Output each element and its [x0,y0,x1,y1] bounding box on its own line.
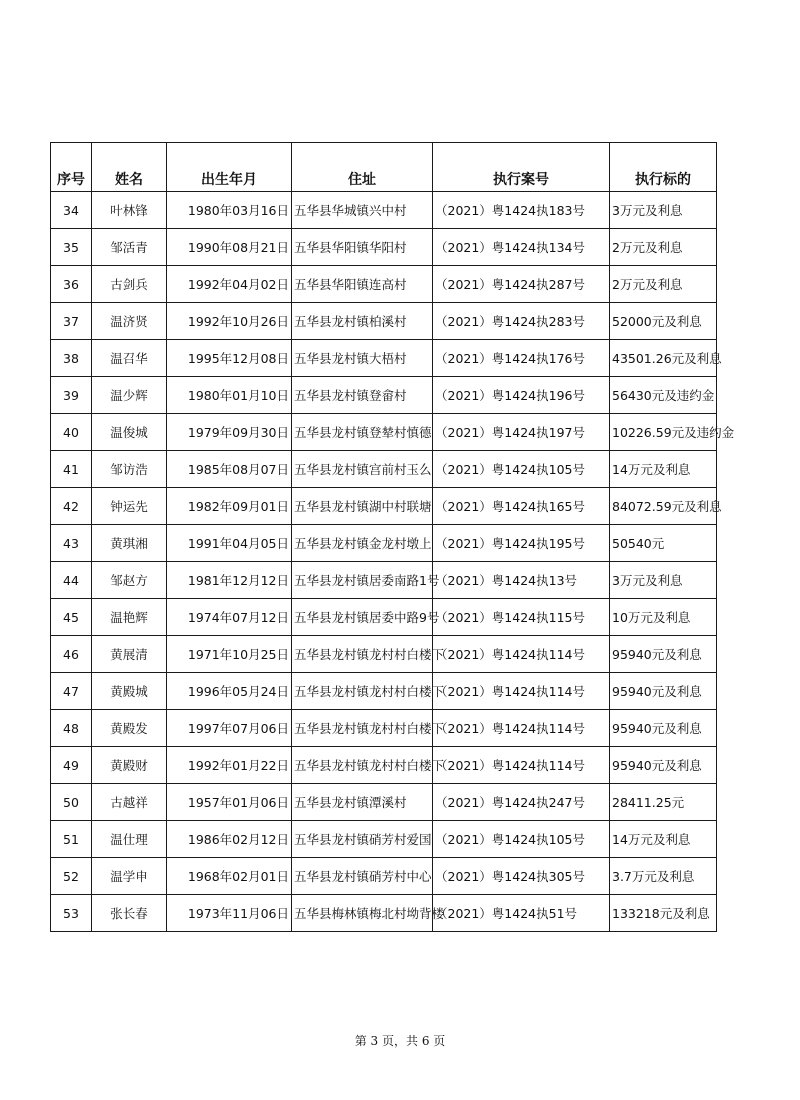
table-row [51,377,717,414]
cell-name: 温济贤 [92,303,167,340]
cell-case-no: （2021）粤1424执114号 [433,636,610,673]
cell-name: 邹访浩 [92,451,167,488]
cell-name: 温学申 [92,858,167,895]
cell-no: 40 [51,414,92,451]
table-row [51,266,717,303]
cell-target: 84072.59元及利息 [610,488,717,525]
cell-case-no: （2021）粤1424执176号 [433,340,610,377]
cell-target: 3.7万元及利息 [610,858,717,895]
table-header-row [51,143,717,192]
cell-no: 41 [51,451,92,488]
cell-address: 五华县龙村镇潭溪村 [292,784,433,821]
cell-address: 五华县龙村镇硝芳村中心 [292,858,433,895]
cell-no: 44 [51,562,92,599]
cell-case-no: （2021）粤1424执305号 [433,858,610,895]
cell-name: 温召华 [92,340,167,377]
cell-dob: 1986年02月12日 [167,821,292,858]
page-footer: 第 3 页，共 6 页 [354,1034,446,1048]
cell-case-no: （2021）粤1424执115号 [433,599,610,636]
cell-address: 五华县龙村镇龙村村白楼下 [292,673,433,710]
cell-target: 133218元及利息 [610,895,717,932]
table-body [51,192,735,932]
cell-case-no: （2021）粤1424执114号 [433,747,610,784]
cell-address: 五华县龙村镇龙村村白楼下 [292,636,433,673]
cell-target: 10万元及利息 [610,599,717,636]
cell-case-no: （2021）粤1424执195号 [433,525,610,562]
cell-case-no: （2021）粤1424执196号 [433,377,610,414]
cell-address: 五华县龙村镇登畲村 [292,377,433,414]
cell-target: 14万元及利息 [610,821,717,858]
cell-no: 38 [51,340,92,377]
cell-address: 五华县龙村镇大梧村 [292,340,433,377]
cell-dob: 1992年04月02日 [167,266,292,303]
cell-target: 43501.26元及利息 [610,340,717,377]
cell-case-no: （2021）粤1424执183号 [433,192,610,229]
cell-no: 46 [51,636,92,673]
cell-no: 51 [51,821,92,858]
table-row [51,821,717,858]
cell-address: 五华县龙村镇龙村村白楼下 [292,747,433,784]
cell-no: 52 [51,858,92,895]
table-row [51,192,717,229]
header-name: 姓名 [92,143,167,192]
cell-dob: 1973年11月06日 [167,895,292,932]
cell-name: 黄展清 [92,636,167,673]
cell-dob: 1995年12月08日 [167,340,292,377]
table-row [51,451,717,488]
cell-dob: 1992年01月22日 [167,747,292,784]
cell-no: 49 [51,747,92,784]
cell-target: 56430元及违约金 [610,377,717,414]
cell-name: 黄殿财 [92,747,167,784]
cell-no: 50 [51,784,92,821]
cell-target: 95940元及利息 [610,747,717,784]
cell-address: 五华县华阳镇华阳村 [292,229,433,266]
table-row [51,414,717,451]
cell-name: 温仕理 [92,821,167,858]
cell-dob: 1980年03月16日 [167,192,292,229]
cell-case-no: （2021）粤1424执283号 [433,303,610,340]
table-row [51,303,717,340]
cell-target: 3万元及利息 [610,192,717,229]
cell-address: 五华县龙村镇湖中村联塘 [292,488,433,525]
cell-address: 五华县龙村镇硝芳村爱国 [292,821,433,858]
cell-no: 36 [51,266,92,303]
cell-dob: 1997年07月06日 [167,710,292,747]
cell-target: 2万元及利息 [610,266,717,303]
cell-no: 39 [51,377,92,414]
header-target: 执行标的 [610,143,717,192]
cell-name: 张长春 [92,895,167,932]
cell-no: 35 [51,229,92,266]
cell-name: 黄殿发 [92,710,167,747]
cell-target: 95940元及利息 [610,636,717,673]
cell-target: 2万元及利息 [610,229,717,266]
cell-case-no: （2021）粤1424执287号 [433,266,610,303]
cell-target: 50540元 [610,525,717,562]
table-row [51,784,717,821]
cell-address: 五华县龙村镇金龙村墩上 [292,525,433,562]
cell-dob: 1979年09月30日 [167,414,292,451]
cell-dob: 1982年09月01日 [167,488,292,525]
cell-case-no: （2021）粤1424执134号 [433,229,610,266]
cell-dob: 1981年12月12日 [167,562,292,599]
cell-address: 五华县华城镇兴中村 [292,192,433,229]
cell-name: 黄琪湘 [92,525,167,562]
cell-no: 42 [51,488,92,525]
cell-name: 温少辉 [92,377,167,414]
cell-target: 52000元及利息 [610,303,717,340]
cell-address: 五华县龙村镇居委南路1号 [292,562,433,599]
cell-name: 古越祥 [92,784,167,821]
header-no: 序号 [51,143,92,192]
enforcement-table [50,142,735,932]
cell-dob: 1971年10月25日 [167,636,292,673]
cell-dob: 1992年10月26日 [167,303,292,340]
cell-dob: 1990年08月21日 [167,229,292,266]
cell-target: 28411.25元 [610,784,717,821]
table-row [51,562,717,599]
cell-target: 10226.59元及违约金 [610,414,717,451]
cell-name: 钟运先 [92,488,167,525]
cell-target: 14万元及利息 [610,451,717,488]
table-row [51,599,717,636]
cell-no: 48 [51,710,92,747]
table-row [51,710,717,747]
cell-no: 45 [51,599,92,636]
cell-no: 37 [51,303,92,340]
header-case-no: 执行案号 [433,143,610,192]
table-row [51,895,717,932]
cell-name: 叶林锋 [92,192,167,229]
table-row [51,488,717,525]
cell-no: 53 [51,895,92,932]
table-row [51,858,717,895]
cell-name: 温俊城 [92,414,167,451]
cell-address: 五华县龙村镇登辇村慎德 [292,414,433,451]
cell-dob: 1991年04月05日 [167,525,292,562]
cell-target: 95940元及利息 [610,710,717,747]
cell-address: 五华县梅林镇梅北村坳背楼 [292,895,433,932]
cell-dob: 1957年01月06日 [167,784,292,821]
cell-no: 34 [51,192,92,229]
cell-address: 五华县龙村镇居委中路9号 [292,599,433,636]
cell-name: 邹活青 [92,229,167,266]
cell-address: 五华县华阳镇连高村 [292,266,433,303]
cell-target: 95940元及利息 [610,673,717,710]
cell-no: 47 [51,673,92,710]
cell-no: 43 [51,525,92,562]
table-row [51,747,717,784]
cell-name: 温艳辉 [92,599,167,636]
cell-address: 五华县龙村镇柏溪村 [292,303,433,340]
table-row [51,525,717,562]
cell-address: 五华县龙村镇宫前村玉么 [292,451,433,488]
cell-case-no: （2021）粤1424执105号 [433,451,610,488]
cell-case-no: （2021）粤1424执114号 [433,710,610,747]
cell-address: 五华县龙村镇龙村村白楼下 [292,710,433,747]
table-row [51,229,717,266]
cell-case-no: （2021）粤1424执247号 [433,784,610,821]
table-row [51,340,717,377]
cell-target: 3万元及利息 [610,562,717,599]
cell-name: 古剑兵 [92,266,167,303]
cell-case-no: （2021）粤1424执105号 [433,821,610,858]
cell-dob: 1968年02月01日 [167,858,292,895]
table-row [51,636,717,673]
cell-case-no: （2021）粤1424执197号 [433,414,610,451]
cell-dob: 1985年08月07日 [167,451,292,488]
cell-name: 黄殿城 [92,673,167,710]
cell-dob: 1980年01月10日 [167,377,292,414]
cell-case-no: （2021）粤1424执51号 [433,895,610,932]
cell-dob: 1996年05月24日 [167,673,292,710]
header-dob: 出生年月 [167,143,292,192]
cell-case-no: （2021）粤1424执114号 [433,673,610,710]
cell-case-no: （2021）粤1424执13号 [433,562,610,599]
cell-case-no: （2021）粤1424执165号 [433,488,610,525]
cell-dob: 1974年07月12日 [167,599,292,636]
table-row [51,673,717,710]
cell-name: 邹赵方 [92,562,167,599]
header-address: 住址 [292,143,433,192]
